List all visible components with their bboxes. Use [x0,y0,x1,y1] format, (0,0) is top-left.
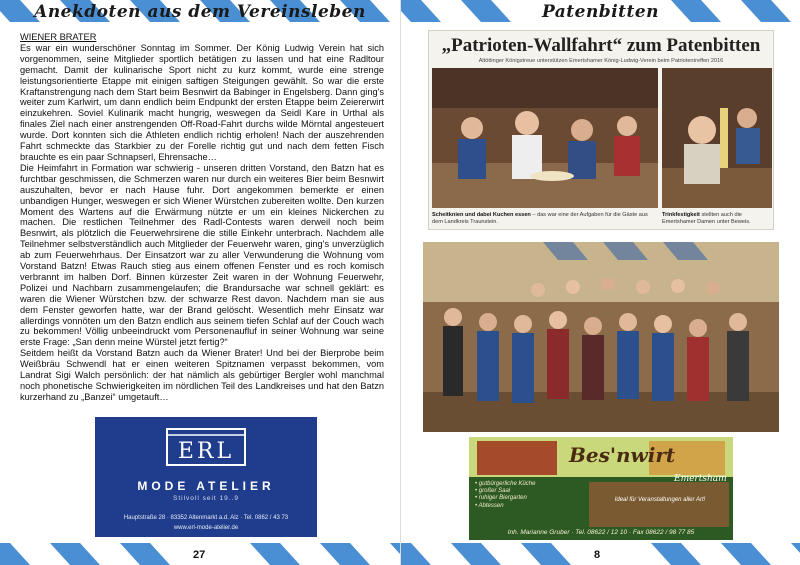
right-page [400,0,800,565]
photo-trinkfestigkeit [662,68,772,208]
ad-address: Hauptstraße 28 · 83352 Altenmarkt a.d. Alz · Tel. 0862 / 43 73 [123,515,289,521]
ad-subtitle: Emertsham [674,474,727,484]
page-header-title: Patenbitten [541,2,660,22]
ad-title: Bes'nwirt [569,443,676,467]
erl-mode-atelier-ad [95,417,317,537]
article-paragraph: Die Heimfahrt in Formation war schwierig - unseren dritten Vorstand, den Batzn hat es furchtbar geschmissen, die Schmerzen waren nur durch ein weiteres Bier beim Besnwirt auszuhalten, bevor er nach Hause fuhr. Dort angekommen bemerkte er einen unbandigen Hunger, weswegen er sich Wiener Würstchen zubereiten wollte. Den kurzen Moment des Wartens auf die Erwärmung nützte er um ein kleines Nickerchen zu machen. Die restlichen Teilnehmer des Radl-Contests waren derweil noch beim Besnwirt, als plötzlich die Feuerwehrsirene die stille Einkehr unterbrach. Nachdem alle Teilnehmer selbstverständlich auch Mitglieder der Feuerwehr waren, ging's unverzüglich ab zum Feuerwehrhaus. Der Einsatzort war zu aller Verwunderung die Wohnung vom Vorstand Batzn! Etwas Rauch stieg aus einem offenen Fenster und es roch komisch verbrannt im halben Dorf. Binnen kürzester Zeit waren in der Wohnung Feuerwehr, Polizei und Nachbarn zusammengelaufen; die Brandursache war schnell geklärt: es waren die Wiener Würstchen bzw. der schwarze Rest davon. Nachdem man sie aus dem Fenster geworfen hatte, war der Brand gelöscht. Wesentlich mehr Einsatz war allerdings vonnöten um den Batzn endlich aus seinem tiefen Schlaf auf der Couch wach zu bekommen! Völlig unbeeindruckt vom Personenaufluf in seiner Wohnung war seine erste Frage: „San denn meine Würstel jetzt fertig?“ [20,162,384,348]
page-header-title: Anekdoten aus dem Vereinsleben [34,2,366,22]
clipping-headline: „Patrioten-Wallfahrt“ zum Patenbitten [441,35,761,56]
clipping-subline: Altöttinger Königstreue unterstützen Emertshamer König-Ludwig-Verein beim Patriotentreffen 2016 [478,58,724,64]
ad-url: www.erl-mode-atelier.de [173,525,239,531]
page-number: 27 [193,549,206,561]
ad-name: MODE ATELIER [137,479,275,493]
ad-tagline: Stilvoll seit 19..9 [173,495,239,502]
group-photo-trachtler [423,242,779,432]
svg-text:ERL: ERL [177,439,235,464]
newspaper-clipping [428,30,774,230]
clipping-caption: Scheitknien und dabei Kuchen essen – das war eine der Aufgaben für die Gäste aus dem Landkreis Traunstein. [432,212,648,225]
ad-features: • gutbürgerliche Küche • großer Saal • ruhiger Biergarten • Abtessen [475,481,536,509]
page-number: 8 [594,549,601,561]
article-paragraph: Es war ein wunderschöner Sonntag im Sommer. Der König Ludwig Verein hat sich vorgenommen, seine Mitglieder sportlich betätigen zu lassen und hat eine Radltour gemacht. Damit der kulinarische Sport nicht zu kurz kommt, wurde eine strenge leistungsorientierte Etappe mit einigen saftigen Steigungen gewählt. So war die erste Kraftanstrengung nach dem Start beim Besnwirt da Babinger in Engelsberg. Dann ging's weiter zum Karlwirt, um dann endlich beim Endpunkt der ersten Etappe beim Zeiererwirt einzukehren. Soviel Kulinarik macht hungrig, weswegen da Seidl Kare in Urthal als finales Ziel nach einer anstrengenden Off-Road-Fahrt durchs wilde Mörntal angesteuert wurde. Dort konnten sich die Athleten endlich richtig erholen! Nach der auszehrenden Fahrt schmeckte das Starkbier zu der Forelle richtig gut und nach dem fetten Fisch brauchte es ein paar Schnapserl, Ehrensache… [20,42,384,162]
ad-events: Ideal für Veranstaltungen aller Art! [614,497,706,503]
bavarian-diamond-band-bottom [401,543,800,565]
erl-logo [165,427,247,467]
ad-owner: Inh. Marianne Gruber · Tel. 08622 / 12 10 · Fax 08622 / 98 77 85 [507,529,695,536]
article-paragraph: Seitdem heißt da Vorstand Batzn auch da Wiener Brater! Und bei der Bierprobe beim Weißbräu Schwendl hat er einen weiteren Spitznamen verpasst bekommen, vom Landrat Sigi Walch persönlich: der hat nämlich als gebürtiger Bergler wohl manchmal noch phonetische Schwierigkeiten im nördlichen Teil des Landkreises und hat den Batzn kurzerhand zu „Banzei“ umgetauft… [20,348,384,402]
clipping-caption: Trinkfestigkeit stellten auch die Emertshamer Damen unter Beweis. [662,212,751,225]
article-heading: WIENER BRATER [20,32,97,42]
article-wiener-brater [20,32,384,403]
photo-kuchen-essen [432,68,658,208]
besnwirt-ad [469,437,733,540]
